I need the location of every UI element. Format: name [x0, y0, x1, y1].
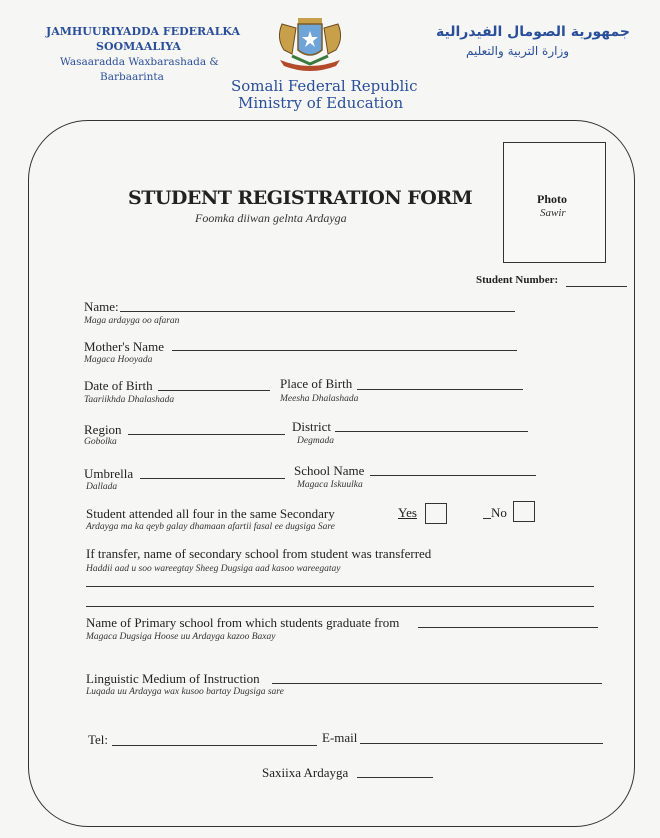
email-label: E-mail — [322, 730, 358, 745]
district-sub-label: Degmada — [297, 436, 334, 446]
student-number-field[interactable] — [566, 286, 627, 287]
header-ministry-somali-2: Barbaarinta — [100, 71, 164, 83]
region-label: Region — [84, 422, 122, 437]
pob-sub-label: Meesha Dhalashada — [280, 394, 359, 404]
transfer-field-line1[interactable] — [86, 586, 594, 587]
umbrella-sub-label: Dallada — [86, 482, 118, 492]
student-number-label: Student Number: — [476, 274, 559, 286]
school-name-field[interactable] — [370, 475, 536, 476]
header-republic-arabic: جمهورية الصومال الفيدرالية — [436, 24, 631, 40]
transfer-label: If transfer, name of secondary school from student was transferred — [86, 546, 432, 561]
umbrella-label: Umbrella — [84, 466, 134, 481]
transfer-sub-label: Haddii aad u soo wareegtay Sheeg Dugsiga aad kasoo wareegatay — [86, 564, 341, 574]
attended-label: Student attended all four in the same Secondary — [86, 506, 335, 521]
region-field[interactable] — [128, 434, 285, 435]
signature-label: Saxiixa Ardayga — [262, 765, 349, 780]
yes-label: Yes — [398, 505, 417, 520]
somalia-coat-of-arms-icon — [272, 14, 348, 78]
mother-name-label: Mother's Name — [84, 339, 164, 354]
photo-label: Photo — [537, 192, 567, 206]
district-label: District — [292, 419, 331, 434]
pob-label: Place of Birth — [280, 376, 353, 391]
primary-school-sub-label: Magaca Dugsiga Hoose uu Ardayga kazoo Baxay — [86, 632, 276, 642]
yes-checkbox[interactable] — [425, 503, 447, 524]
medium-label: Linguistic Medium of Instruction — [86, 671, 260, 686]
photo-sub-label: Sawir — [540, 207, 566, 219]
header-somali-line2: SOOMAALIYA — [96, 40, 181, 53]
pob-field[interactable] — [357, 389, 523, 390]
name-sub-label: Maga ardayga oo afaran — [84, 316, 180, 326]
medium-field[interactable] — [272, 683, 602, 684]
form-title: STUDENT REGISTRATION FORM — [128, 187, 473, 209]
primary-school-field[interactable] — [418, 627, 598, 628]
region-sub-label: Gobolka — [84, 437, 117, 447]
district-field[interactable] — [335, 431, 528, 432]
attended-sub-label: Ardayga ma ka qeyb galay dhamaan afartii fasal ee dugsiga Sare — [86, 522, 335, 532]
header-republic-english: Somali Federal Republic — [231, 77, 418, 95]
signature-field[interactable] — [357, 777, 433, 778]
mother-name-sub-label: Magaca Hooyada — [84, 355, 153, 365]
school-name-sub-label: Magaca Iskuulka — [297, 480, 363, 490]
tel-field[interactable] — [112, 745, 317, 746]
school-name-label: School Name — [294, 463, 365, 478]
name-label: Name: — [84, 299, 119, 314]
email-field[interactable] — [360, 743, 603, 744]
primary-school-label: Name of Primary school from which students graduate from — [86, 615, 400, 630]
no-underline — [483, 518, 491, 519]
mother-name-field[interactable] — [172, 350, 517, 351]
header-ministry-english: Ministry of Education — [238, 94, 404, 112]
name-field[interactable] — [120, 311, 515, 312]
header-somali-line1: JAMHUURIYADDA FEDERALKA — [46, 25, 241, 38]
dob-label: Date of Birth — [84, 378, 153, 393]
umbrella-field[interactable] — [140, 478, 285, 479]
tel-label: Tel: — [88, 732, 109, 747]
form-subtitle: Foomka diiwan gelnta Ardayga — [195, 211, 347, 225]
transfer-field-line2[interactable] — [86, 606, 594, 607]
dob-sub-label: Taariikhda Dhalashada — [84, 395, 175, 405]
dob-field[interactable] — [158, 390, 270, 391]
medium-sub-label: Luqada uu Ardayga wax kusoo bartay Dugsiga sare — [86, 687, 284, 697]
header-ministry-arabic: وزارة التربية والتعليم — [466, 44, 570, 58]
no-checkbox[interactable] — [513, 501, 535, 522]
header-ministry-somali: Wasaaradda Waxbarashada & — [60, 56, 219, 68]
no-label: No — [491, 505, 507, 520]
